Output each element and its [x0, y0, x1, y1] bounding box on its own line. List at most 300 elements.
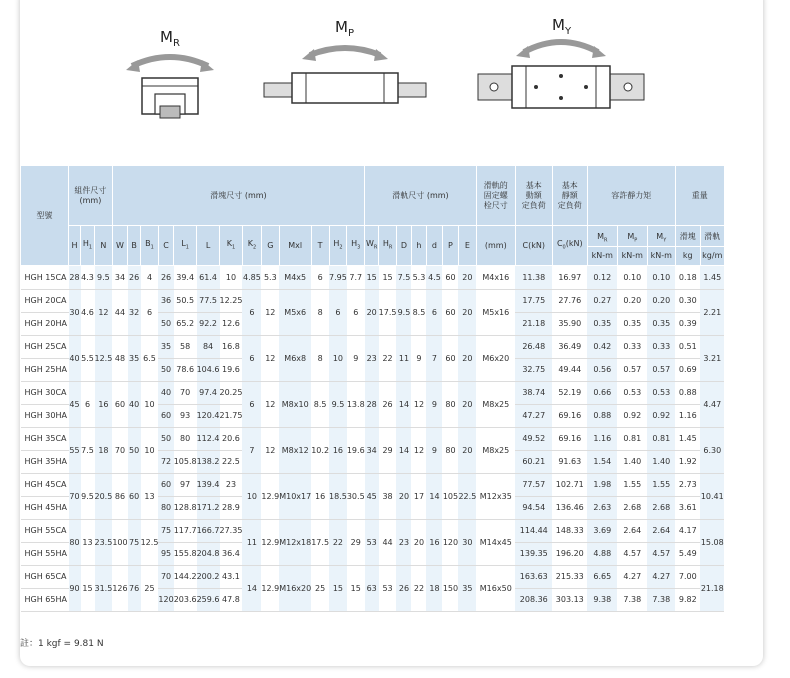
col-D: D	[396, 226, 411, 266]
col-rail-weight: 滑軌 kg/m	[700, 226, 724, 266]
table-cell: 8	[311, 290, 329, 336]
rail-weight-cell: 2.21	[700, 290, 724, 336]
table-cell: 75	[128, 520, 141, 566]
table-cell: 35.90	[552, 313, 587, 336]
table-cell: 0.42	[587, 336, 617, 359]
table-cell: 5.49	[675, 543, 700, 566]
col-W: W	[112, 226, 127, 266]
table-cell: 0.57	[617, 359, 647, 382]
table-cell: 9	[426, 382, 442, 428]
table-cell: 0.33	[617, 336, 647, 359]
col-E: E	[458, 226, 476, 266]
table-cell: 47.8	[220, 589, 243, 612]
table-cell: 75	[158, 520, 173, 543]
table-cell: 6	[347, 290, 365, 336]
pitch-moment-illustration	[262, 35, 428, 115]
table-cell: 93	[174, 405, 197, 428]
table-cell: 27.76	[552, 290, 587, 313]
table-cell: 95	[158, 543, 173, 566]
table-cell: 0.39	[675, 313, 700, 336]
table-cell: 91.63	[552, 451, 587, 474]
table-cell: 102.71	[552, 474, 587, 497]
table-cell: 21.75	[220, 405, 243, 428]
table-cell: 60	[442, 266, 458, 290]
table-cell: 120	[158, 589, 173, 612]
table-cell: 16	[329, 428, 347, 474]
table-cell: 8.5	[311, 382, 329, 428]
table-cell: 17.75	[515, 290, 552, 313]
table-cell: 15	[379, 266, 397, 290]
table-cell: 0.88	[587, 405, 617, 428]
header-static-load: 基本 靜額 定負荷	[552, 166, 587, 226]
table-cell: 4.27	[617, 566, 647, 589]
table-cell: 128.8	[174, 497, 197, 520]
table-cell: 63	[365, 566, 379, 612]
header-weight: 重量	[675, 166, 724, 226]
table-cell: 105	[442, 474, 458, 520]
table-cell: 36.49	[552, 336, 587, 359]
table-cell: 6	[141, 290, 159, 336]
table-cell: 6	[329, 290, 347, 336]
table-cell: M4x5	[279, 266, 311, 290]
table-cell: 0.27	[587, 290, 617, 313]
table-cell: 0.53	[617, 382, 647, 405]
model-cell: HGH 45HA	[21, 497, 69, 520]
table-cell: 4.27	[647, 566, 675, 589]
table-cell: 23.5	[95, 520, 113, 566]
table-cell: 19.6	[347, 428, 365, 474]
col-HR: $H_R$	[379, 226, 397, 266]
table-cell: 70	[112, 428, 127, 474]
table-cell: 7.5	[396, 266, 411, 290]
table-cell: 4.6	[81, 290, 95, 336]
table-cell: 72	[158, 451, 173, 474]
table-cell: 50	[158, 428, 173, 451]
unit-kgm: kg/m	[701, 246, 724, 265]
table-cell: 15	[329, 566, 347, 612]
table-cell: 6	[426, 290, 442, 336]
table-cell: 49.52	[515, 428, 552, 451]
table-cell: 7.00	[675, 566, 700, 589]
table-cell: 104.6	[197, 359, 220, 382]
col-H: H	[69, 226, 81, 266]
col-B: B	[128, 226, 141, 266]
col-Mxl: Mxl	[279, 226, 311, 266]
table-cell: 100	[112, 520, 127, 566]
table-cell: 21.18	[515, 313, 552, 336]
col-H2: $H_2$	[329, 226, 347, 266]
model-cell: HGH 15CA	[21, 266, 69, 290]
table-cell: 26	[379, 382, 397, 428]
table-cell: 0.33	[647, 336, 675, 359]
rail-weight-cell: 21.18	[700, 566, 724, 612]
col-L1: $L_1$	[174, 226, 197, 266]
spec-table	[20, 165, 725, 612]
model-cell: HGH 45CA	[21, 474, 69, 497]
table-cell: 9.5	[95, 266, 113, 290]
table-cell: 112.4	[197, 428, 220, 451]
table-cell: 13	[141, 474, 159, 520]
table-cell: 114.44	[515, 520, 552, 543]
table-cell: 92.2	[197, 313, 220, 336]
table-cell: 45	[365, 474, 379, 520]
table-cell: 26	[128, 266, 141, 290]
footnote: 註：1 kgf = 9.81 N	[20, 639, 104, 649]
table-cell: 12	[261, 428, 279, 474]
table-cell: 12	[411, 428, 426, 474]
table-cell: 40	[158, 382, 173, 405]
table-cell: 20.5	[95, 474, 113, 520]
table-cell: 0.88	[675, 382, 700, 405]
table-cell: 2.68	[647, 497, 675, 520]
model-cell: HGH 55HA	[21, 543, 69, 566]
table-cell: 47.27	[515, 405, 552, 428]
table-cell: 7	[426, 336, 442, 382]
table-cell: 22.5	[220, 451, 243, 474]
col-H3: $H_3$	[347, 226, 365, 266]
table-cell: 7	[242, 428, 261, 474]
table-cell: 22	[379, 336, 397, 382]
table-cell: 2.64	[617, 520, 647, 543]
col-N: N	[95, 226, 113, 266]
table-cell: M8x25	[476, 428, 515, 474]
table-cell: 208.36	[515, 589, 552, 612]
table-cell: 105.8	[174, 451, 197, 474]
table-cell: 60	[158, 405, 173, 428]
table-cell: 0.57	[647, 359, 675, 382]
table-cell: 35	[128, 336, 141, 382]
table-cell: 126	[112, 566, 127, 612]
col-MP: $M_P$ kN-m	[617, 226, 647, 266]
table-cell: 30.5	[347, 474, 365, 520]
table-cell: 13	[81, 520, 95, 566]
table-cell: 38.74	[515, 382, 552, 405]
table-cell: 0.81	[647, 428, 675, 451]
table-cell: 0.92	[617, 405, 647, 428]
table-cell: 303.13	[552, 589, 587, 612]
table-cell: 1.45	[675, 428, 700, 451]
table-cell: 19.6	[220, 359, 243, 382]
table-cell: 16.8	[220, 336, 243, 359]
table-row	[21, 520, 725, 543]
table-cell: 20	[458, 382, 476, 428]
table-cell: 9.5	[81, 474, 95, 520]
table-cell: 10	[141, 428, 159, 474]
table-cell: 7.7	[347, 266, 365, 290]
table-cell: 166.7	[197, 520, 220, 543]
model-cell: HGH 20CA	[21, 290, 69, 313]
table-cell: 31.5	[95, 566, 113, 612]
table-cell: 53	[365, 520, 379, 566]
rail-weight-cell: 10.41	[700, 474, 724, 520]
table-cell: 11	[242, 520, 261, 566]
table-cell: 60	[158, 474, 173, 497]
header-model: 型號	[21, 166, 69, 266]
table-cell: 27.35	[220, 520, 243, 543]
table-cell: 139.4	[197, 474, 220, 497]
col-d: d	[426, 226, 442, 266]
table-cell: 50.5	[174, 290, 197, 313]
table-cell: 3.61	[675, 497, 700, 520]
table-cell: 1.55	[617, 474, 647, 497]
table-cell: M4x16	[476, 266, 515, 290]
table-cell: 34	[112, 266, 127, 290]
table-cell: 36	[158, 290, 173, 313]
table-cell: 4.57	[617, 543, 647, 566]
col-h: h	[411, 226, 426, 266]
table-cell: 7.5	[81, 428, 95, 474]
col-H1: $H_1$	[81, 226, 95, 266]
table-cell: 70	[158, 566, 173, 589]
model-cell: HGH 65HA	[21, 589, 69, 612]
table-cell: 0.10	[647, 266, 675, 290]
table-cell: 86	[112, 474, 127, 520]
table-cell: 6	[242, 336, 261, 382]
table-cell: 23	[365, 336, 379, 382]
table-cell: 45	[69, 382, 81, 428]
table-cell: 17.5	[311, 520, 329, 566]
model-cell: HGH 65CA	[21, 566, 69, 589]
table-cell: 84	[197, 336, 220, 359]
table-cell: 94.54	[515, 497, 552, 520]
table-row	[21, 428, 725, 451]
table-cell: 16	[95, 382, 113, 428]
table-cell: M16x20	[279, 566, 311, 612]
table-cell: 10.2	[311, 428, 329, 474]
col-K2: $K_2$	[242, 226, 261, 266]
table-cell: 61.4	[197, 266, 220, 290]
table-cell: 16.97	[552, 266, 587, 290]
col-MY: $M_Y$ kN-m	[647, 226, 675, 266]
table-cell: 53	[379, 566, 397, 612]
table-cell: 13.8	[347, 382, 365, 428]
table-cell: 70	[69, 474, 81, 520]
table-cell: 60	[442, 290, 458, 336]
table-cell: 14	[396, 382, 411, 428]
col-block-weight: 滑塊 kg	[675, 226, 700, 266]
model-cell: HGH 55CA	[21, 520, 69, 543]
table-cell: M6x20	[476, 336, 515, 382]
table-cell: 26	[158, 266, 173, 290]
table-cell: 8.5	[411, 290, 426, 336]
table-cell: 9.38	[587, 589, 617, 612]
table-cell: 34	[365, 428, 379, 474]
table-cell: 55	[69, 428, 81, 474]
col-C: C	[158, 226, 173, 266]
table-cell: 11	[396, 336, 411, 382]
table-cell: 10	[141, 382, 159, 428]
table-cell: 120	[442, 520, 458, 566]
table-cell: 0.35	[647, 313, 675, 336]
col-bolt-unit: (mm)	[476, 226, 515, 266]
table-cell: M8x12	[279, 428, 311, 474]
table-cell: 50	[158, 359, 173, 382]
table-row	[21, 474, 725, 497]
table-row	[21, 266, 725, 290]
table-cell: 6	[242, 290, 261, 336]
table-cell: 2.68	[617, 497, 647, 520]
table-cell: 32.75	[515, 359, 552, 382]
table-cell: 6	[311, 266, 329, 290]
table-cell: 20	[411, 520, 426, 566]
table-cell: 14	[426, 474, 442, 520]
table-cell: 28	[365, 382, 379, 428]
table-cell: 14	[242, 566, 261, 612]
pitch-moment-diagram	[262, 35, 428, 115]
table-cell: 20	[365, 290, 379, 336]
table-cell: 38	[379, 474, 397, 520]
table-cell: 0.30	[675, 290, 700, 313]
table-cell: 12.5	[95, 336, 113, 382]
table-cell: 36.4	[220, 543, 243, 566]
table-cell: 12.25	[220, 290, 243, 313]
rail-weight-cell: 3.21	[700, 336, 724, 382]
table-cell: M5x16	[476, 290, 515, 336]
table-cell: 17	[411, 474, 426, 520]
model-cell: HGH 20HA	[21, 313, 69, 336]
table-cell: 1.40	[647, 451, 675, 474]
col-K1: $K_1$	[220, 226, 243, 266]
table-cell: 9	[411, 336, 426, 382]
table-cell: M12x18	[279, 520, 311, 566]
table-cell: 6	[81, 382, 95, 428]
header-bolt: 滑軌的 固定螺 栓尺寸	[476, 166, 515, 226]
table-cell: 65.2	[174, 313, 197, 336]
label-my: $M_Y$	[552, 16, 572, 37]
table-cell: 9.82	[675, 589, 700, 612]
table-cell: 25	[311, 566, 329, 612]
table-cell: 39.4	[174, 266, 197, 290]
table-cell: 50	[128, 428, 141, 474]
table-cell: 77.5	[197, 290, 220, 313]
table-cell: 97.4	[197, 382, 220, 405]
table-cell: 117.7	[174, 520, 197, 543]
table-cell: 6	[242, 382, 261, 428]
table-cell: 148.33	[552, 520, 587, 543]
table-cell: 1.98	[587, 474, 617, 497]
table-cell: 50	[158, 313, 173, 336]
table-cell: 69.16	[552, 428, 587, 451]
table-cell: 40	[69, 336, 81, 382]
table-cell: 69.16	[552, 405, 587, 428]
table-cell: 259.6	[197, 589, 220, 612]
table-cell: 77.57	[515, 474, 552, 497]
table-cell: 0.56	[587, 359, 617, 382]
table-cell: 7.38	[647, 589, 675, 612]
table-cell: 1.16	[675, 405, 700, 428]
table-cell: 139.35	[515, 543, 552, 566]
label-mr: $M_R$	[160, 28, 180, 49]
table-cell: 23	[396, 520, 411, 566]
label-mp: $M_P$	[335, 18, 354, 39]
table-cell: 7.38	[617, 589, 647, 612]
table-cell: 23	[220, 474, 243, 497]
table-cell: 138.2	[197, 451, 220, 474]
table-cell: 9	[347, 336, 365, 382]
table-cell: M6x8	[279, 336, 311, 382]
rail-weight-cell: 15.08	[700, 520, 724, 566]
table-cell: 90	[69, 566, 81, 612]
table-cell: 0.20	[617, 290, 647, 313]
table-cell: 25	[141, 566, 159, 612]
header-rail: 滑軌尺寸 (mm)	[365, 166, 477, 226]
table-cell: 5.5	[81, 336, 95, 382]
col-C0-kN: $C_0(kN)$	[552, 226, 587, 266]
table-cell: 29	[347, 520, 365, 566]
header-dynamic-load: 基本 動額 定負荷	[515, 166, 552, 226]
yaw-moment-diagram	[476, 30, 646, 120]
header-moment: 容許靜力矩	[587, 166, 675, 226]
model-cell: HGH 30CA	[21, 382, 69, 405]
table-cell: 0.10	[617, 266, 647, 290]
table-cell: 7.95	[329, 266, 347, 290]
table-cell: 12	[95, 290, 113, 336]
table-cell: 6.5	[141, 336, 159, 382]
rail-weight-cell: 1.45	[700, 266, 724, 290]
table-cell: 2.64	[647, 520, 675, 543]
table-cell: 80	[442, 382, 458, 428]
table-cell: 22	[329, 520, 347, 566]
table-cell: 136.46	[552, 497, 587, 520]
header-block: 滑塊尺寸 (mm)	[112, 166, 364, 226]
table-cell: 15	[347, 566, 365, 612]
table-cell: 60.21	[515, 451, 552, 474]
table-cell: 4.57	[647, 543, 675, 566]
table-cell: 12.9	[261, 520, 279, 566]
table-cell: 35	[458, 566, 476, 612]
table-cell: 0.69	[675, 359, 700, 382]
table-cell: 22	[411, 566, 426, 612]
table-cell: 43.1	[220, 566, 243, 589]
table-cell: 1.55	[647, 474, 675, 497]
table-cell: 10	[242, 474, 261, 520]
table-cell: 18.5	[329, 474, 347, 520]
table-cell: 15	[81, 566, 95, 612]
table-cell: 52.19	[552, 382, 587, 405]
table-cell: 40	[128, 382, 141, 428]
table-cell: 20.6	[220, 428, 243, 451]
table-cell: 10	[220, 266, 243, 290]
table-cell: 4.85	[242, 266, 261, 290]
table-cell: 0.51	[675, 336, 700, 359]
table-cell: 44	[379, 520, 397, 566]
table-row	[21, 566, 725, 589]
table-cell: 20	[396, 474, 411, 520]
table-cell: 5.3	[261, 266, 279, 290]
table-cell: 6.65	[587, 566, 617, 589]
table-cell: 60	[128, 474, 141, 520]
table-cell: 150	[442, 566, 458, 612]
table-cell: 9	[426, 428, 442, 474]
table-cell: 15	[365, 266, 379, 290]
table-cell: 2.73	[675, 474, 700, 497]
table-cell: 20	[458, 336, 476, 382]
table-cell: 0.81	[617, 428, 647, 451]
table-cell: 48	[112, 336, 127, 382]
table-cell: 80	[174, 428, 197, 451]
unit-knm-r: kN-m	[588, 246, 617, 265]
table-cell: 120.4	[197, 405, 220, 428]
table-cell: 12	[261, 336, 279, 382]
table-cell: 215.33	[552, 566, 587, 589]
table-cell: 16	[426, 520, 442, 566]
table-cell: 163.63	[515, 566, 552, 589]
col-L: L	[197, 226, 220, 266]
table-cell: 1.92	[675, 451, 700, 474]
table-cell: 76	[128, 566, 141, 612]
table-cell: 0.92	[647, 405, 675, 428]
table-cell: M16x50	[476, 566, 515, 612]
